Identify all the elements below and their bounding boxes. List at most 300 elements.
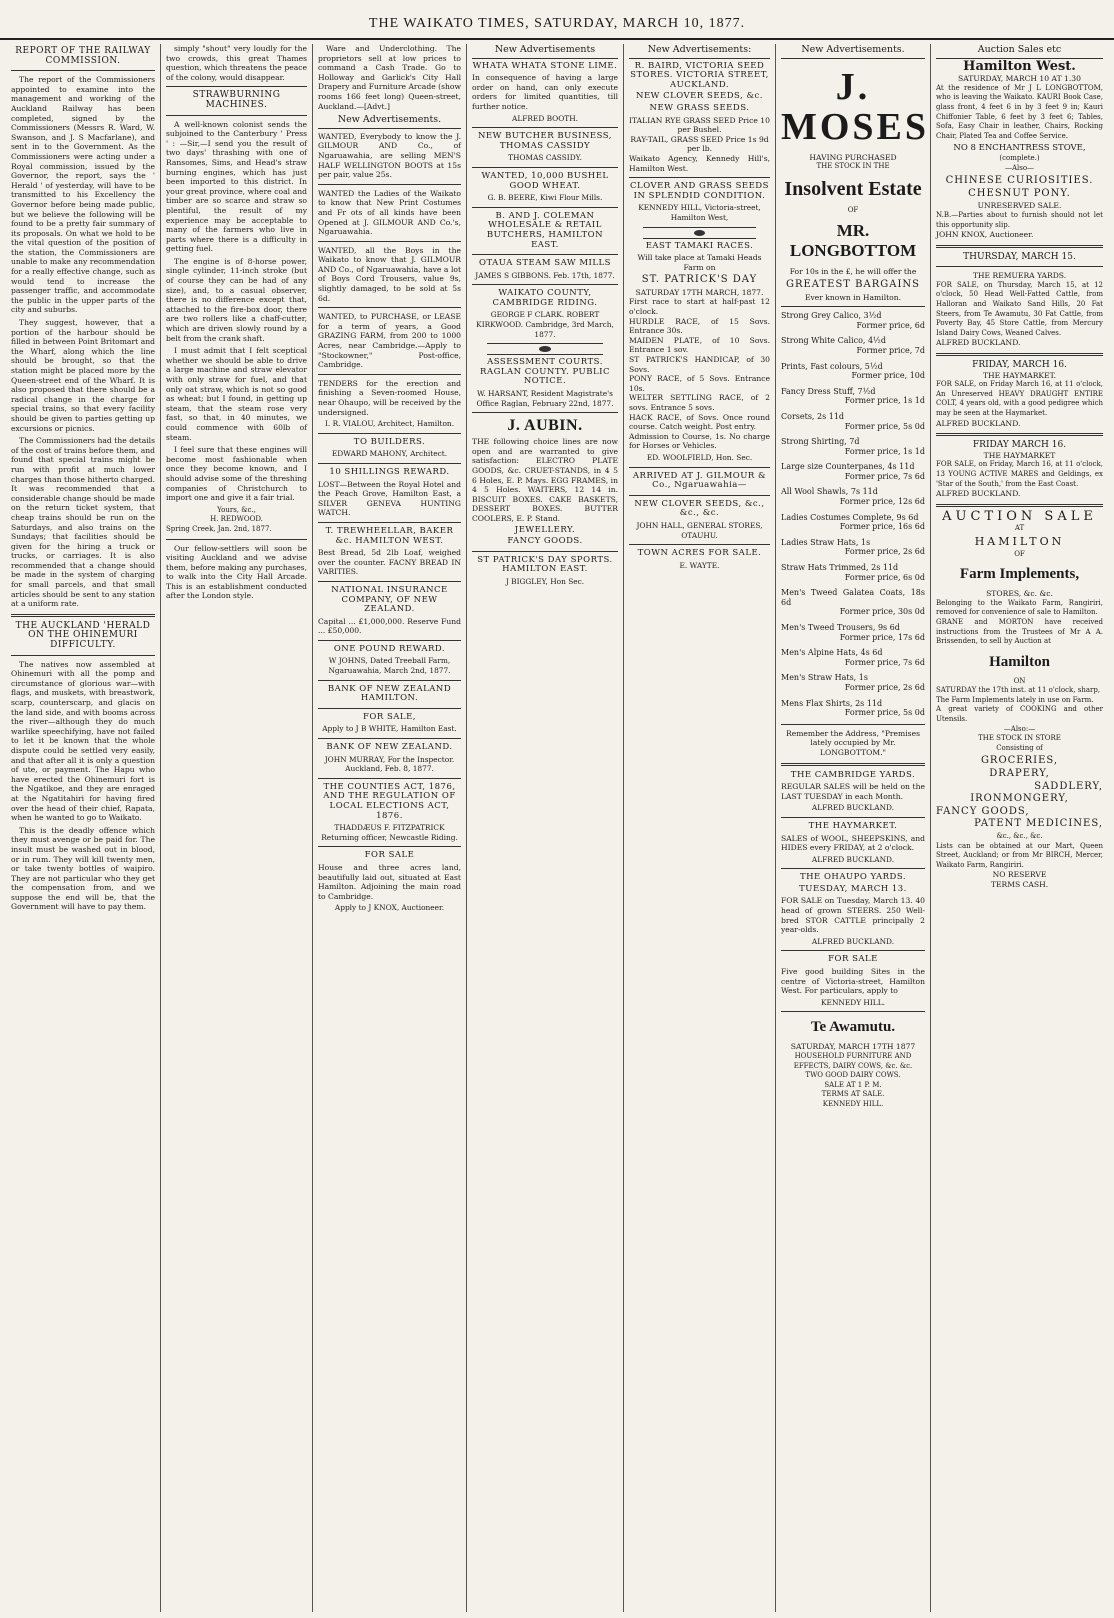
divider: [781, 763, 925, 766]
price-item-former: Former price, 6s 0d: [844, 572, 925, 582]
advertisement-haymarket: [781, 822, 925, 864]
ad-body: TENDERS for the erection and finishing a Seven-roomed House, near Ohaupo, will be received by the undersigned.: [318, 378, 461, 417]
price-item-former: Former price, 7s 6d: [844, 657, 925, 667]
advertisement-cambridge-yards: [781, 771, 925, 813]
divider: [781, 1011, 925, 1012]
ad-line: AT: [1014, 524, 1025, 533]
advertisement-sports: [472, 556, 618, 587]
price-item-name: Men's Tweed Galatea Coats, 18s 6d: [781, 588, 925, 607]
ad-heading: ASSESSMENT COURTS. RAGLAN COUNTY. PUBLIC NOTICE.: [480, 357, 610, 387]
ad-signature: W. HARSANT, Resident Magistrate's Office Raglan, February 22nd, 1877.: [476, 389, 614, 408]
advertisement-baker: [318, 527, 461, 577]
article-paragraph: This is the deadly offence which they must avenge or be paid for. The insult must be washed out in blood, or in rum. They will kill twenty men, or take twenty bottles of waipiro. They are not particular who they get the compensation from, and we suppose the end will be, that the Government will have to pay them.: [11, 825, 155, 912]
price-item: [781, 362, 925, 372]
insolvent-title: Insolvent Estate: [784, 177, 922, 200]
ad-signature: JOHN HALL, GENERAL STORES, OTAUHU.: [636, 520, 763, 540]
ad-line: SATURDAY the 17th inst. at 11 o'clock, sharp,: [936, 686, 1101, 695]
divider: [11, 70, 155, 71]
divider: [472, 127, 618, 128]
column-6: [776, 44, 931, 1612]
divider: [936, 433, 1103, 436]
divider: [166, 86, 307, 87]
ad-heading: THE OHAUPO YARDS.: [799, 872, 907, 883]
divider: [318, 778, 461, 779]
divider: [11, 614, 155, 617]
ad-signature: THADDÆUS F. FITZPATRICK Returning officer, Newcastle Riding.: [321, 823, 458, 842]
ad-heading: THE COUNTIES ACT, 1876, AND THE REGULATION OF LOCAL ELECTIONS ACT, 1876.: [323, 781, 456, 821]
divider: [781, 868, 925, 869]
divider: [166, 539, 307, 540]
ad-line: NO 8 ENCHANTRESS STOVE,: [953, 143, 1086, 154]
race-entry: HURDLE RACE, of 15 Sovs. Entrance 30s.: [629, 316, 770, 336]
ad-line: Will take place at Tamaki Heads Farm on: [637, 253, 762, 272]
stock-item: GROCERIES,: [980, 755, 1059, 767]
advertisement-waikato-county: [472, 289, 618, 339]
ad-heading: THE HAYMARKET: [983, 450, 1056, 460]
ad-line: &c., &c., &c.: [996, 832, 1043, 840]
advertisement-butcher: [472, 132, 618, 163]
ad-heading: WANTED, 10,000 BUSHEL GOOD WHEAT.: [481, 170, 609, 191]
letter-signoff: Yours, &c.,: [217, 505, 256, 514]
ad-line: Waikato Agency, Kennedy Hill's, Hamilton West.: [629, 153, 770, 173]
ad-body: FOR SALE, on Thursday, March 15, at 12 o'clock, 50 Head Well-Fatted Cattle, from Halloran and Waikato Sand Hills, 20 Fat Steers, from Te Awamutu, 30 Fat Cattle, from Poverty Bay, 45 Store Cattle, from Mercury Island Dairy Cows, Weaned Calves.: [936, 280, 1103, 337]
price-item-name: Men's Straw Hats, 1s: [781, 673, 868, 683]
divider: [472, 551, 618, 552]
price-item-former: Former price, 2s 6d: [844, 682, 925, 692]
ad-signature: G. B. BEERE, Kiwi Flour Mills.: [487, 193, 603, 203]
divider: [472, 284, 618, 285]
divider: [472, 207, 618, 208]
divider: [318, 708, 461, 709]
ad-heading: NEW BUTCHER BUSINESS, THOMAS CASSIDY: [477, 131, 612, 151]
advertisement-clover: [629, 182, 770, 222]
price-item-name: Strong White Calico, 4½d: [781, 336, 886, 346]
article-paragraph: They suggest, however, that a portion of the harbour should be filled in between Point Britomart and the Wharf, along which the line should be brought, so that the station might be placed more by the Queen-street end of the Wharf. It is also proposed that there should be a radical change in the charge for special trains, so that every facility should be given to parties getting up excursions or picnics.: [11, 318, 155, 433]
divider: [318, 184, 461, 185]
section-header: New Advertisements.: [318, 114, 461, 129]
price-item-former: Former price, 2s 6d: [844, 547, 925, 557]
ad-signature: JAMES S GIBBONS. Feb. 17th, 1877.: [475, 270, 615, 280]
advertisement: [318, 132, 461, 180]
ad-line: ITALIAN RYE GRASS SEED Price 10 per Bushel.: [629, 115, 770, 135]
column-4: [467, 44, 624, 1612]
article-title-herald: THE AUCKLAND 'HERALD ON THE OHINEMURI DIFFICULTY.: [15, 620, 151, 651]
divider: [318, 522, 461, 523]
ad-heading: ST PATRICK'S DAY SPORTS. HAMILTON EAST.: [477, 554, 613, 575]
ad-line: HOUSEHOLD FURNITURE AND EFFECTS, DAIRY COWS, &c. &c.: [793, 1052, 913, 1070]
masthead: [0, 0, 1114, 40]
ad-line: UNRESERVED SALE.: [977, 201, 1062, 211]
ad-line: HAVING PURCHASED: [809, 152, 897, 162]
advertisement: [318, 246, 461, 304]
ad-line: RAY-TAIL, GRASS SEED Price 1s 9d per lb.: [630, 134, 769, 154]
price-item-former: Former price, 16s 6d: [839, 522, 925, 532]
ad-line: CHESNUT PONY.: [968, 187, 1071, 199]
price-item: [781, 311, 925, 321]
remember-note: Remember the Address, "Premises lately occupied by Mr. LONGBOTTOM.": [786, 728, 920, 757]
ad-heading: ONE POUND REWARD.: [333, 643, 446, 654]
ad-signature: EDWARD MAHONY, Architect.: [331, 449, 448, 459]
ad-line: N.B.—Parties about to furnish should not let this opportunity slip.: [936, 210, 1103, 229]
divider: [318, 640, 461, 641]
advertisement-wheat: [472, 172, 618, 203]
article-paragraph: I must admit that I felt sceptical whether we should be able to drive a large machine and straw elevator with only straw for fuel, and that only oat straw, which is not so good as wheat; but I found, in getting up steam, that the steam rose very fast, so that, in 40 minutes, we could commence with 60lb of steam.: [166, 346, 307, 442]
advertisement-forsale: [318, 713, 461, 734]
price-item-former: Former price, 5s 0d: [844, 421, 925, 431]
column-5: [624, 44, 776, 1612]
advertisement: [318, 312, 461, 370]
race-entry: ST PATRICK'S HANDICAP, of 30 Sovs.: [629, 355, 770, 374]
ad-heading: OTAUA STEAM SAW MILLS: [478, 258, 612, 269]
price-item: [781, 487, 925, 497]
price-item: [781, 588, 925, 607]
price-item: [781, 563, 925, 573]
stock-item: SADDLERY,: [1034, 780, 1103, 792]
advertisement-builders: [318, 438, 461, 459]
advertisement-baird: [629, 62, 770, 174]
advertisement-forsale: [781, 955, 925, 1007]
price-item-name: Large size Counterpanes, 4s 11d: [781, 462, 915, 472]
ad-body: WANTED the Ladies of the Waikato to know that New Print Costumes and Fr ots of all kinds have been Opened at J. GILMOUR AND Co.'s, Ngaruawahia.: [318, 188, 461, 237]
coat-of-arms-ornament: [487, 343, 604, 355]
article-title-railway: REPORT OF THE RAILWAY COMMISSION.: [15, 46, 151, 66]
divider: [629, 177, 770, 178]
ad-signature: ALFRED BUCKLAND.: [936, 338, 1021, 348]
article-paragraph: Ware and Underclothing. The proprietors sell at low prices to command a Cash Trade. Go to Holloway and Garlick's City Hall Drapery and Furniture Arcade (show rooms 166 feet long) Queen-street, Auckland.—[Advt.]: [318, 44, 461, 111]
price-item-name: Mens Flax Shirts, 2s 11d: [781, 698, 883, 708]
divider: [781, 306, 925, 307]
ad-line: TERMS AT SALE.: [821, 1090, 885, 1099]
divider: [936, 353, 1103, 356]
ad-heading: B. AND J. COLEMAN WHOLESALE & RETAIL BUTCHERS, HAMILTON EAST.: [486, 210, 604, 250]
ad-signature: THOMAS CASSIDY.: [508, 153, 582, 163]
ad-date: FRIDAY MARCH 16.: [972, 440, 1067, 451]
advertisement-new-clover: [629, 500, 770, 540]
ad-signature: J BIGGLEY, Hon Sec.: [505, 576, 585, 586]
ad-signature: Apply to J B WHITE, Hamilton East.: [322, 724, 457, 734]
price-item-name: Prints, Fast colours, 5½d: [781, 361, 883, 371]
ad-signature: JOHN MURRAY, For the Inspector. Auckland, Feb. 8, 1877.: [324, 754, 455, 774]
price-item-name: Strong Shirting, 7d: [781, 437, 860, 447]
ad-day: ST. PATRICK'S DAY: [641, 274, 758, 286]
article-paragraph: The Commissioners had the details of the cost of trains before them, and found that special trains might be run with profit at much lower charges than those hitherto charged. It was recommended that a considerable change should be made on the return ticket system, that cheap trains should be run on the Saturdays, and also trains on the Sundays; that facilities should be given for the hiring a truck or trucks, or carriages. It is also recommended that a change should be made in the system of charging for small parcels, and that small articles should be sent to any station at a uniform rate.: [11, 436, 155, 609]
page-columns: [6, 44, 1108, 1612]
section-header: New Advertisements: [472, 44, 618, 59]
divider: [166, 115, 307, 116]
letter-author: H. REDWOOD.: [210, 515, 263, 524]
advertisement-pound-reward: [318, 645, 461, 676]
price-item-name: Strong Grey Calico, 3½d: [781, 311, 882, 321]
newspaper-title: THE WAIKATO TIMES, SATURDAY, MARCH 10, 1877.: [368, 16, 746, 31]
advertisement-forsale-2: [318, 851, 461, 913]
ad-line: A great variety of COOKING and other Utensils.: [936, 705, 1103, 724]
ad-body: At the residence of Mr J L LONGBOTTOM, who is leaving the Waikato. KAURI Book Case, glass front, 4 feet 6 in by 3 feet 9 in; Kauri Chiffonier Table, 6 feet by 3 feet 6; Tables, Sofa, Easy Chair in leather, Chairs, Rocking Chair, Plated Tea and Coffee Service.: [936, 83, 1103, 140]
divider: [781, 950, 925, 951]
ad-heading: FOR SALE,: [363, 711, 416, 722]
ad-signature: ALFRED BOOTH.: [511, 113, 579, 123]
ad-body: REGULAR SALES will be held on the LAST TUESDAY in each Month.: [781, 782, 925, 801]
advertisement-coleman: [472, 212, 618, 250]
ad-body: GRANE and MORTON have received instructions from the Trustees of Mr A A. Brissenden, to sell by Auction at: [936, 617, 1103, 646]
ad-signature: KENNEDY HILL.: [822, 1099, 884, 1108]
column-3: [313, 44, 467, 1612]
price-item: [781, 387, 925, 397]
ad-line: ON: [1013, 676, 1026, 685]
ad-heading: BANK OF NEW ZEALAND HAMILTON.: [327, 683, 452, 704]
price-item-name: All Wool Shawls, 7s 11d: [781, 487, 878, 497]
ad-line: Ever known in Hamilton.: [804, 292, 902, 302]
advertisement-sawmills: [472, 259, 618, 280]
price-item: [781, 412, 925, 422]
price-item: [781, 336, 925, 346]
price-item: [781, 648, 925, 658]
ad-body: Lists can be obtained at our Mart, Queen Street, Auckland; or from Mr BIRCH, Mercer, Waikato Farm, Rangiriri.: [936, 841, 1103, 869]
ad-heading: 10 SHILLINGS REWARD.: [329, 466, 450, 477]
divider: [629, 467, 770, 468]
advertisement-bnz-2: [318, 743, 461, 774]
ad-body: THE following choice lines are now open and are warranted to give satisfaction: ELECTRO PLATE GOODS, &c. CRUET-STANDS, in 4 5 6 Holes, E. P. Mays. EGG FRAMES, in 4 5 Holes. WAITERS, 12 14 in. BISCUIT BOXES. CAKE BASKETS, DESSERT BOXES. BUTTER COOLERS, E. P. Stand.: [472, 437, 618, 523]
ad-line: The Farm Implements lately in use on Farm.: [936, 695, 1094, 704]
ad-signature: ALFRED BUCKLAND.: [936, 489, 1021, 499]
stock-item: DRAPERY,: [989, 768, 1050, 780]
price-item-former: Former price, 1s 1d: [844, 446, 925, 456]
price-item: [781, 513, 925, 523]
moses-title: J. MOSES: [781, 65, 930, 148]
price-item: [781, 462, 925, 472]
ad-date: TUESDAY, MARCH 13.: [799, 883, 907, 894]
letter-date: Spring Creek, Jan. 2nd, 1877.: [166, 524, 272, 533]
ad-heading: FOR SALE: [364, 850, 415, 861]
longbottom-title: MR. LONGBOTTOM: [789, 221, 917, 261]
ad-heading: EAST TAMAKI RACES.: [645, 240, 754, 251]
price-item-former: Former price, 12s 6d: [839, 497, 925, 507]
price-item-name: Ladies Straw Hats, 1s: [781, 537, 871, 547]
section-header: New Advertisements.: [781, 44, 925, 59]
article-paragraph: The natives now assembled at Ohinemuri with all the pomp and circumstance of glorious war—with flags, and muskets, with breastwork, scarp, counterscarp, and glacis on the land side, and with booms across the river—although they do much warlike speechifying, have not failed to let it be known that the whole dispute could be settled very easily, and that after all it is only a question of ute, or payment. The Hapu who have erected the Ohinemuri fort is the Ngatikoe, and they are enraged at the Ngatitahiri for having fired over the head of their chief, Rapata, when he wanted to go to Waikato.: [11, 659, 155, 823]
advertisement-insurance: [318, 586, 461, 636]
ad-line: SALE AT 1 P. M.: [824, 1080, 882, 1089]
divider: [318, 738, 461, 739]
price-item-former: Former price, 10d: [851, 371, 925, 381]
price-item-former: Former price, 6d: [856, 320, 925, 330]
ad-signature: Apply to J KNOX, Auctioneer.: [334, 903, 445, 913]
section-header: Auction Sales etc: [936, 44, 1103, 59]
ad-heading: WHATA WHATA STONE LIME.: [472, 60, 618, 71]
ad-line: (complete.): [999, 153, 1040, 162]
greatest-bargains: GREATEST BARGAINS: [785, 278, 921, 290]
ad-line: THE STOCK IN THE: [816, 162, 890, 171]
ad-heading: WAIKATO COUNTY, CAMBRIDGE RIDING.: [492, 288, 598, 308]
race-entry: HACK RACE, of Sovs. Once round course. Catch weight. Post entry.: [629, 412, 770, 432]
ad-heading: THE HAYMARKET.: [982, 370, 1056, 380]
divider: [781, 724, 925, 725]
ad-line: CHINESE CURIOSITIES.: [945, 175, 1094, 187]
article-paragraph: I feel sure that these engines will become most fashionable when once they become known, and I should advise some of the threshing companies of Christchurch to import one and give it a fair trial.: [166, 445, 307, 503]
divider: [936, 266, 1103, 267]
ad-line: NO RESERVE: [992, 870, 1047, 880]
divider: [936, 504, 1103, 507]
article-title-strawburning: STRAWBURNING MACHINES.: [192, 90, 281, 110]
ad-line: —Also:—: [1003, 724, 1036, 733]
ad-heading: ARRIVED AT J. GILMOUR & Co., Ngaruawahia—: [632, 470, 767, 491]
advertisement-reward: [318, 468, 461, 518]
divider: [11, 655, 155, 656]
ad-heading: NEW CLOVER SEEDS, &c., &c., &c.: [634, 498, 765, 519]
divider: [936, 245, 1103, 248]
ad-body: Capital ... £1,000,000. Reserve Fund ... £50,000.: [318, 616, 461, 636]
ad-line: THE STOCK IN STORE: [978, 734, 1061, 743]
price-item-former: Former price, 17s 6d: [839, 632, 925, 642]
price-item: [781, 699, 925, 709]
ad-signature: ALFRED BUCKLAND.: [811, 854, 895, 864]
divider: [629, 495, 770, 496]
divider: [472, 412, 618, 413]
advertisement-town-acres: [629, 549, 770, 570]
race-entry: WELTER SETTLING RACE, of 2 sovs. Entrance 5 sovs.: [629, 393, 770, 412]
ad-body: Belonging to the Waikato Farm, Rangiriri, removed for convenience of sale to Hamilton.: [936, 598, 1103, 617]
column-2: [161, 44, 313, 1612]
ad-line: OF: [1014, 549, 1025, 558]
article-paragraph: Our fellow-settlers will soon be visiting Auckland and we advise them, before making any purchases, to walk into the City Hall Arcade. This is an establishment conducted after the London style.: [166, 543, 307, 601]
ad-line: STORES, &c. &c.: [986, 589, 1053, 599]
advertisement-ohaupo: [781, 873, 925, 946]
ad-body: FOR SALE, on Friday, March 16, at 11 o'clock, 13 YOUNG ACTIVE MARES and Geldings, ex 'Star of the South,' from the East Coast.: [936, 460, 1103, 488]
ad-heading: THE HAYMARKET.: [808, 820, 898, 831]
divider: [472, 254, 618, 255]
ad-heading: T. TREWHEELLAR, BAKER &c. HAMILTON WEST.: [325, 525, 454, 546]
advertisement-counties: [318, 783, 461, 843]
ad-body: In consequence of having a large order on hand, can only execute orders for limited quantities, till further notice.: [472, 73, 618, 111]
ad-signature: KENNEDY HILL, Victoria-street, Hamilton West,: [638, 203, 761, 222]
column-7: [931, 44, 1108, 1612]
divider: [318, 463, 461, 464]
article-paragraph: simply "shout" very loudly for the two crowds, this great Thames question, which threatens the peace of the colony, would disappear.: [166, 44, 307, 82]
price-item-former: Former price, 5s 0d: [844, 708, 925, 718]
article-paragraph: The report of the Commissioners appointed to examine into the management and working of the Auckland Railway has been completed, signed by the Commissioners (Messrs R. Ward, W. Swanson, and J. S Macfarlane), and sent in to the Government. As the Commissioners were acting under a Royal commission, issued by the Governor, the report, says the ' Herald ' of yesterday, will have to be transmitted to his Excellency the Governor before being made public, but we believe the following will be found to be a pretty fair summary of its proposals. On what we hold to be the vital question of the position of the station, the Commissioners are unable to make any recommendation for a really effective change, such as would tend to increase the passenger traffic, and accommodate the public in the upper parts of the city and suburbs.: [11, 75, 155, 315]
ad-line: For 10s in the £, he will offer the: [789, 267, 917, 277]
divider: [318, 241, 461, 242]
ad-signature: ED. WOOLFIELD, Hon. Sec.: [646, 452, 753, 462]
price-item-name: Ladies Costumes Complete, 9s 6d: [781, 512, 919, 522]
ad-date: SATURDAY, MARCH 10 AT 1.30: [958, 74, 1081, 84]
advertisement-aubin: [472, 417, 618, 547]
ad-line: Admission to Course, 1s. No charge for Horses or Vehicles.: [629, 431, 770, 451]
advertisement-bnz: [318, 685, 461, 704]
ad-line: Consisting of: [996, 743, 1043, 752]
advertisement-lime: [472, 62, 618, 124]
horse-race-ornament: [643, 227, 756, 239]
ad-line: TWO GOOD DAIRY COWS.: [805, 1071, 901, 1080]
auction-sale-title: AUCTION SALE: [942, 508, 1097, 524]
ad-heading: THE REMUERA YARDS.: [972, 271, 1067, 281]
ad-signature: ALFRED BUCKLAND.: [936, 418, 1021, 428]
advertisement-assessment: [472, 358, 618, 408]
ad-subheading: NEW CLOVER SEEDS, &c.: [636, 91, 763, 102]
ad-date: FRIDAY, MARCH 16.: [972, 360, 1067, 371]
price-item-name: Corsets, 2s 11d: [781, 411, 845, 421]
divider: [318, 374, 461, 375]
price-item-former: Former price, 30s 0d: [839, 607, 925, 617]
ad-heading: THE CAMBRIDGE YARDS.: [790, 769, 916, 780]
ad-signature: ALFRED BUCKLAND.: [811, 936, 895, 946]
price-list: [781, 311, 925, 718]
article-paragraph: The engine is of 8-horse power, single cylinder, 11-inch stroke (but of course they can be had of any size), and, to a casual observer, there is no difference except that, attached to the fire-box door, there are two rollers like a chaff-cutter, which are driven slowly round by a belt from the crank shaft.: [166, 256, 307, 343]
ad-body: WANTED, all the Boys in the Waikato to know that J. GILMOUR AND Co., of Ngaruawahia, have a lot of Boys Cord Trousers, value 9s, slightly damaged, to be sold at 5s 6d.: [318, 245, 461, 303]
ad-line: TERMS CASH.: [990, 879, 1049, 889]
ad-subheading: JEWELLERY.: [514, 524, 576, 535]
divider: [318, 581, 461, 582]
stock-item: PATENT MEDICINES,: [974, 818, 1103, 830]
price-item-former: Former price, 1s 1d: [844, 396, 925, 406]
advertisement: [318, 189, 461, 237]
ad-line: First race to start at half-past 12 o'clock.: [629, 297, 770, 317]
price-item-name: Straw Hats Trimmed, 2s 11d: [781, 563, 899, 573]
divider: [472, 167, 618, 168]
ad-date: SATURDAY, MARCH 17TH 1877: [790, 1042, 916, 1052]
ad-heading: NATIONAL INSURANCE COMPANY, OF NEW ZEALAND.: [331, 584, 448, 615]
section-header: New Advertisements:: [629, 44, 770, 59]
ad-body: LOST—Between the Royal Hotel and the Peach Grove, Hamilton East, a SILVER GENEVA HUNTING WATCH.: [318, 479, 461, 518]
price-item: [781, 437, 925, 447]
ad-heading: R. BAIRD, VICTORIA SEED STORES. VICTORIA STREET, AUCKLAND.: [630, 60, 769, 90]
ad-line: OF: [847, 205, 859, 214]
price-item-former: Former price, 7s 6d: [844, 471, 925, 481]
ad-body: FOR SALE, on Friday March 16, at 11 o'clock, An Unreserved HEAVY DRAUGHT ENTIRE COLT, 4 years old, with a good pedigree which may be seen at the Haymarket.: [936, 380, 1103, 417]
ad-body: FOR SALE on Tuesday, March 13. 40 head of grown STEERS. 250 Well-bred STOR CATTLE principally 2 year-olds.: [781, 896, 925, 935]
article-paragraph: A well-known colonist sends the subjoined to the Canterbury ' Press ' : —Sir,—I send you the result of two days' thrashing with one of Ransomes, Sims, and Head's straw burning engines, which has just been imported to this district. In your great province, where coal and timber are so scarce and straw so plentiful, the result of my experience may be acceptable to many of the farmers who live in parts where there is a difficulty in getting fuel.: [166, 119, 307, 254]
ad-subheading: FANCY GOODS.: [507, 536, 583, 547]
price-item: [781, 673, 925, 683]
price-item: [781, 538, 925, 548]
ad-body: WANTED, to PURCHASE, or LEASE for a term of years, a Good GRAZING FARM, from 200 to 1000 Acres, near Cambridge.—Apply to "Stockowner," Post-office, Cambridge.: [318, 312, 461, 370]
ad-date: THURSDAY, MARCH 15.: [963, 251, 1076, 262]
price-item-former: Former price, 7d: [856, 345, 925, 355]
te-awamutu-title: Te Awamutu.: [810, 1019, 896, 1036]
ad-body: House and three acres land, beautifully laid out, situated at East Hamilton. Adjoining the main road to Cambridge.: [318, 862, 461, 901]
ad-heading: CLOVER AND GRASS SEEDS IN SPLENDID CONDITION.: [630, 181, 769, 201]
ad-date: SATURDAY 17TH MARCH, 1877.: [635, 287, 764, 297]
divider: [318, 307, 461, 308]
ad-body: Five good building Sites in the centre of Victoria-street, Hamilton West. For particulars, apply to: [781, 967, 925, 996]
divider: [629, 544, 770, 545]
ad-heading: FOR SALE: [828, 954, 878, 965]
divider: [318, 680, 461, 681]
race-entry: MAIDEN PLATE, of 10 Sovs. Entrance 1 sov.: [629, 335, 770, 355]
column-1: [6, 44, 161, 1612]
ad-body: WANTED, Everybody to know the J. GILMOUR AND Co., of Ngaruawahia, are selling MEN'S HALF WELLINGTON BOOTS at 15s per pair, value 25s.: [318, 131, 461, 180]
hamilton-title: Hamilton: [989, 653, 1050, 670]
advertisement-races: [629, 242, 770, 463]
stock-item: IRONMONGERY,: [970, 793, 1069, 805]
farm-implements-title: Farm Implements,: [959, 566, 1080, 583]
ad-subheading: NEW GRASS SEEDS.: [649, 102, 750, 113]
ad-signature: I. R. VIALOU, Architect, Hamilton.: [324, 419, 455, 429]
ad-signature: E. WAYTE.: [679, 560, 720, 570]
ad-signature: JOHN KNOX, Auctioneer.: [936, 230, 1034, 240]
price-item-name: Men's Alpine Hats, 4s 6d: [781, 648, 883, 658]
ad-line: HAMILTON: [974, 534, 1065, 548]
ad-heading: BANK OF NEW ZEALAND.: [326, 742, 453, 753]
divider: [318, 433, 461, 434]
ad-body: SALES of WOOL, SHEEPSKINS, and HIDES every FRIDAY, at 2 o'clock.: [781, 833, 925, 853]
advertisement-gilmour: [629, 472, 770, 491]
ad-signature: ALFRED BUCKLAND.: [811, 803, 895, 813]
hamilton-west-title: Hamilton West.: [963, 58, 1076, 74]
stock-item: FANCY GOODS,: [936, 805, 1030, 817]
ad-signature: GEORGE F CLARK. ROBERT KIRKWOOD. Cambridge, 3rd March, 1877.: [476, 310, 614, 339]
divider: [781, 817, 925, 818]
ad-body: Best Bread, 5d 2lb Loaf, weighed over the counter. FACNY BREAD IN VARITIES.: [318, 548, 461, 577]
